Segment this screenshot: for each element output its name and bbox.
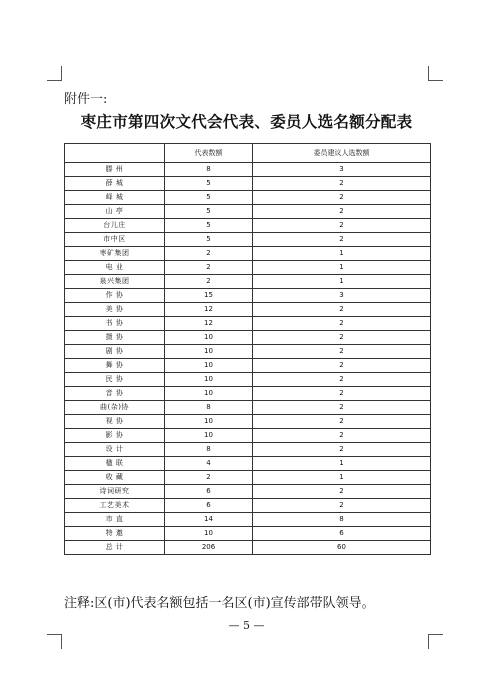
committee-cell: 1 xyxy=(253,457,431,471)
representatives-cell: 10 xyxy=(165,359,253,373)
committee-cell: 2 xyxy=(253,219,431,233)
representatives-cell: 5 xyxy=(165,205,253,219)
unit-cell: 总 计 xyxy=(65,541,165,555)
unit-cell: 峄 城 xyxy=(65,191,165,205)
quota-table xyxy=(64,143,431,555)
unit-cell: 电 业 xyxy=(65,261,165,275)
representatives-cell: 5 xyxy=(165,219,253,233)
crop-mark-bottom-right xyxy=(428,634,443,649)
representatives-cell: 2 xyxy=(165,275,253,289)
committee-cell: 2 xyxy=(253,387,431,401)
table-row xyxy=(65,345,431,359)
unit-cell: 剧 协 xyxy=(65,345,165,359)
table-row xyxy=(65,415,431,429)
table-row xyxy=(65,191,431,205)
committee-cell: 1 xyxy=(253,247,431,261)
unit-cell: 滕 州 xyxy=(65,163,165,177)
table-row xyxy=(65,177,431,191)
representatives-cell: 8 xyxy=(165,163,253,177)
unit-cell: 舞 协 xyxy=(65,359,165,373)
representatives-cell: 10 xyxy=(165,415,253,429)
representatives-cell: 206 xyxy=(165,541,253,555)
committee-cell: 2 xyxy=(253,317,431,331)
committee-cell: 8 xyxy=(253,513,431,527)
committee-cell: 60 xyxy=(253,541,431,555)
unit-cell: 曲(杂)协 xyxy=(65,401,165,415)
table-row xyxy=(65,499,431,513)
table-body xyxy=(65,163,431,555)
representatives-cell: 4 xyxy=(165,457,253,471)
representatives-cell: 10 xyxy=(165,373,253,387)
crop-mark-top-left xyxy=(47,66,62,81)
committee-cell: 6 xyxy=(253,527,431,541)
representatives-cell: 10 xyxy=(165,387,253,401)
unit-cell: 民 协 xyxy=(65,373,165,387)
committee-cell: 2 xyxy=(253,443,431,457)
representatives-cell: 2 xyxy=(165,261,253,275)
unit-cell: 市 直 xyxy=(65,513,165,527)
unit-cell: 台儿庄 xyxy=(65,219,165,233)
representatives-cell: 10 xyxy=(165,345,253,359)
table-row xyxy=(65,219,431,233)
unit-cell: 特 邀 xyxy=(65,527,165,541)
crop-mark-bottom-left xyxy=(47,634,62,649)
committee-cell: 2 xyxy=(253,205,431,219)
committee-cell: 3 xyxy=(253,289,431,303)
representatives-cell: 2 xyxy=(165,471,253,485)
document-title: 枣庄市第四次文代会代表、委员人选名额分配表 xyxy=(80,112,413,131)
representatives-cell: 6 xyxy=(165,499,253,513)
committee-cell: 2 xyxy=(253,191,431,205)
unit-cell: 影 协 xyxy=(65,429,165,443)
header-representatives: 代表数额 xyxy=(165,144,253,163)
unit-cell: 美 协 xyxy=(65,303,165,317)
unit-cell: 作 协 xyxy=(65,289,165,303)
unit-cell: 音 协 xyxy=(65,387,165,401)
table-row xyxy=(65,457,431,471)
table-row xyxy=(65,303,431,317)
committee-cell: 2 xyxy=(253,373,431,387)
table-row xyxy=(65,317,431,331)
table-row xyxy=(65,429,431,443)
header-unit xyxy=(65,144,165,163)
page-number: — 5 — xyxy=(228,619,265,632)
unit-cell: 诗词研究 xyxy=(65,485,165,499)
table-row xyxy=(65,247,431,261)
representatives-cell: 6 xyxy=(165,485,253,499)
representatives-cell: 8 xyxy=(165,401,253,415)
committee-cell: 2 xyxy=(253,345,431,359)
unit-cell: 视 协 xyxy=(65,415,165,429)
committee-cell: 2 xyxy=(253,429,431,443)
footnote: 注释:区(市)代表名额包括一名区(市)宣传部带队领导。 xyxy=(64,596,375,611)
unit-cell: 山 亭 xyxy=(65,205,165,219)
representatives-cell: 15 xyxy=(165,289,253,303)
table-row xyxy=(65,205,431,219)
representatives-cell: 10 xyxy=(165,331,253,345)
committee-cell: 1 xyxy=(253,275,431,289)
attachment-label: 附件一: xyxy=(64,92,108,107)
table-row xyxy=(65,387,431,401)
unit-cell: 工艺美术 xyxy=(65,499,165,513)
representatives-cell: 5 xyxy=(165,191,253,205)
table-row xyxy=(65,513,431,527)
table-row xyxy=(65,359,431,373)
representatives-cell: 8 xyxy=(165,443,253,457)
representatives-cell: 2 xyxy=(165,247,253,261)
unit-cell: 泉兴集团 xyxy=(65,275,165,289)
representatives-cell: 5 xyxy=(165,233,253,247)
committee-cell: 3 xyxy=(253,163,431,177)
unit-cell: 楹 联 xyxy=(65,457,165,471)
unit-cell: 收 藏 xyxy=(65,471,165,485)
unit-cell: 设 计 xyxy=(65,443,165,457)
table-row xyxy=(65,541,431,555)
table-row xyxy=(65,261,431,275)
table-row xyxy=(65,233,431,247)
table-row xyxy=(65,471,431,485)
committee-cell: 2 xyxy=(253,331,431,345)
committee-cell: 2 xyxy=(253,401,431,415)
representatives-cell: 10 xyxy=(165,527,253,541)
header-committee: 委员建议人选数额 xyxy=(253,144,431,163)
table-row xyxy=(65,527,431,541)
table-row xyxy=(65,485,431,499)
crop-mark-top-right xyxy=(428,66,443,81)
unit-cell: 枣矿集团 xyxy=(65,247,165,261)
table-row xyxy=(65,289,431,303)
committee-cell: 2 xyxy=(253,233,431,247)
representatives-cell: 10 xyxy=(165,429,253,443)
committee-cell: 2 xyxy=(253,177,431,191)
table-row xyxy=(65,401,431,415)
table-row xyxy=(65,331,431,345)
unit-cell: 摄 协 xyxy=(65,331,165,345)
committee-cell: 2 xyxy=(253,359,431,373)
committee-cell: 1 xyxy=(253,261,431,275)
unit-cell: 书 协 xyxy=(65,317,165,331)
unit-cell: 市中区 xyxy=(65,233,165,247)
committee-cell: 2 xyxy=(253,485,431,499)
table-header-row xyxy=(65,144,431,163)
unit-cell: 薛 城 xyxy=(65,177,165,191)
representatives-cell: 12 xyxy=(165,303,253,317)
table-row xyxy=(65,373,431,387)
committee-cell: 1 xyxy=(253,471,431,485)
table-row xyxy=(65,443,431,457)
committee-cell: 2 xyxy=(253,415,431,429)
representatives-cell: 12 xyxy=(165,317,253,331)
committee-cell: 2 xyxy=(253,303,431,317)
representatives-cell: 14 xyxy=(165,513,253,527)
representatives-cell: 5 xyxy=(165,177,253,191)
committee-cell: 2 xyxy=(253,499,431,513)
table-row xyxy=(65,163,431,177)
table-row xyxy=(65,275,431,289)
